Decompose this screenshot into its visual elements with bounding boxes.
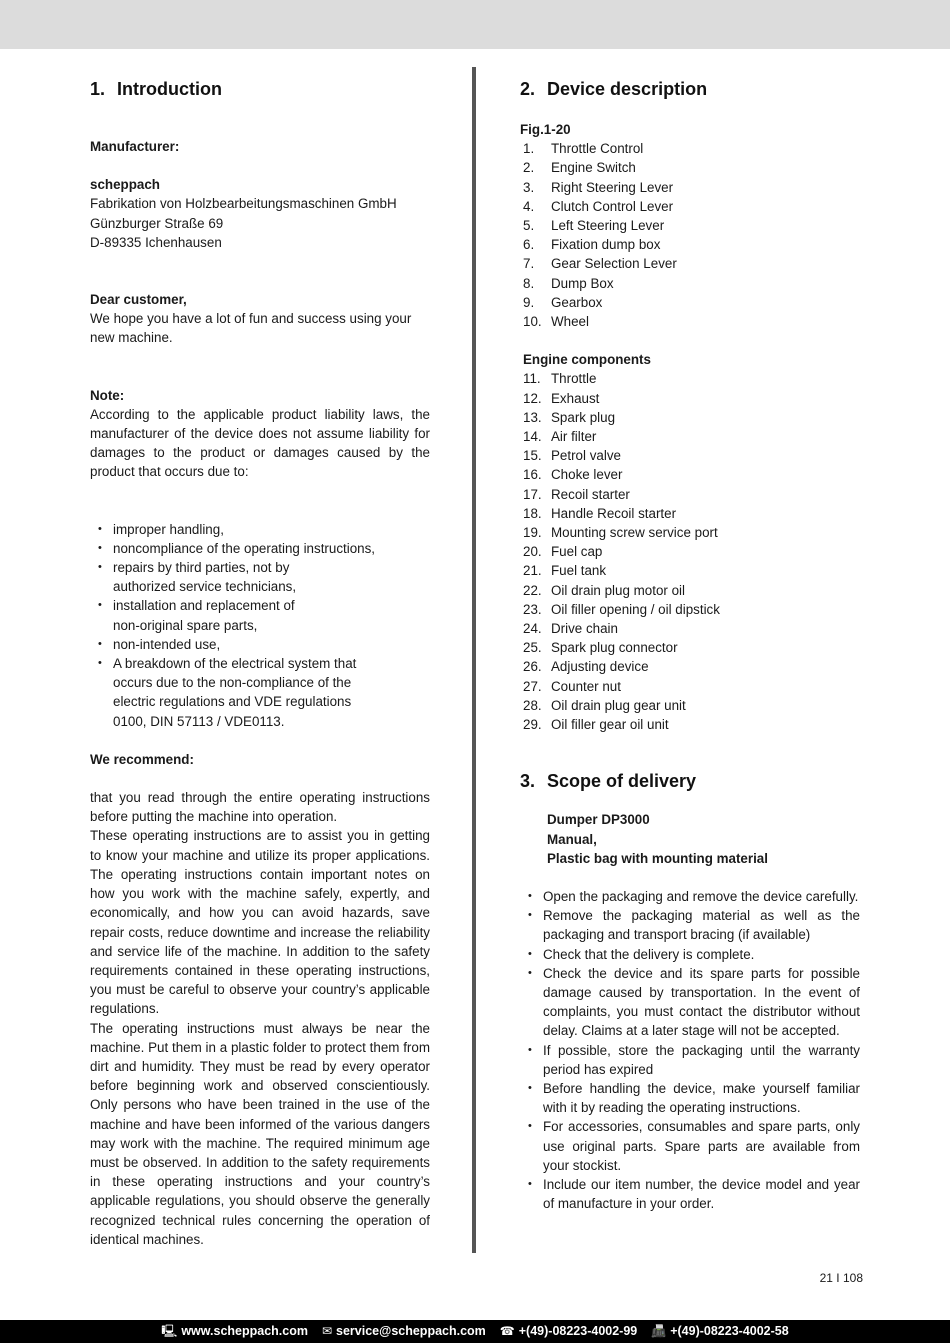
column-divider <box>472 67 476 1253</box>
list-item <box>520 696 860 715</box>
list-item: • Before handling the device, make yourself familiar with it by reading the operating instructions. <box>520 1079 860 1117</box>
item-number: 14. <box>523 429 542 445</box>
list-item <box>520 715 860 734</box>
item-number: 19. <box>523 525 542 541</box>
address-line: D-89335 Ichenhausen <box>90 234 222 250</box>
item-number: 6. <box>523 237 535 253</box>
item-label: Gearbox <box>551 294 603 310</box>
delivery-items <box>520 810 860 868</box>
item-label: Oil drain plug gear unit <box>551 697 686 713</box>
list-item: • installation and replacement of non-original spare parts, <box>90 596 430 634</box>
list-item: • improper handling, <box>90 520 430 539</box>
item-number: 27. <box>523 678 542 694</box>
item-number: 22. <box>523 582 542 598</box>
delivery-item: Manual, <box>547 831 597 847</box>
item-label: Gear Selection Lever <box>551 256 677 272</box>
item-label: Counter nut <box>551 678 621 694</box>
section-title: Introduction <box>117 79 222 99</box>
list-item <box>520 427 860 446</box>
item-number: 15. <box>523 448 542 464</box>
list-item <box>520 619 860 638</box>
list-item: • Check that the delivery is complete. <box>520 945 860 964</box>
item-label: Right Steering Lever <box>551 179 674 195</box>
list-item <box>520 274 860 293</box>
engine-components-label: Engine components <box>523 352 651 368</box>
item-label: Spark plug connector <box>551 640 678 656</box>
dear-customer-label: Dear customer, <box>90 292 187 308</box>
list-item <box>520 235 860 254</box>
list-item <box>520 293 860 312</box>
phone-number: +(49)-08223-4002-99 <box>518 1324 638 1338</box>
item-number: 13. <box>523 409 542 425</box>
list-item <box>520 485 860 504</box>
item-label: Engine Switch <box>551 160 636 176</box>
list-item <box>520 369 860 388</box>
item-label: Choke lever <box>551 467 623 483</box>
dear-customer-text: We hope you have a lot of fun and success using your new machine. <box>90 311 412 346</box>
list-item: • repairs by third parties, not by authorized service technicians, <box>90 558 430 596</box>
item-label: Wheel <box>551 314 589 330</box>
item-label: Mounting screw service port <box>551 525 718 541</box>
item-label: Fuel tank <box>551 563 607 579</box>
item-label: Adjusting device <box>551 659 649 675</box>
mail-icon: ✉ <box>321 1324 333 1338</box>
list-item <box>520 504 860 523</box>
list-item <box>520 197 860 216</box>
list-item <box>520 600 860 619</box>
item-number: 17. <box>523 486 542 502</box>
list-item <box>520 389 860 408</box>
list-item <box>520 254 860 273</box>
footer-fax <box>651 1320 788 1343</box>
parts-list <box>520 139 860 331</box>
list-item <box>520 581 860 600</box>
footer-email[interactable] <box>322 1320 486 1343</box>
item-number: 8. <box>523 275 535 291</box>
item-number: 23. <box>523 601 542 617</box>
item-number: 26. <box>523 659 542 675</box>
item-label: Fuel cap <box>551 544 603 560</box>
list-item <box>520 465 860 484</box>
introduction-column <box>90 78 430 1249</box>
computer-icon: 🖳 <box>161 1324 178 1338</box>
list-item <box>520 408 860 427</box>
fax-number: +(49)-08223-4002-58 <box>670 1324 789 1338</box>
list-item <box>520 638 860 657</box>
delivery-instructions-list <box>520 887 860 1213</box>
fax-icon: 📠 <box>651 1324 667 1338</box>
figure-label: Fig.1-20 <box>520 122 571 137</box>
list-item <box>520 561 860 580</box>
recommend-label: We recommend: <box>90 751 194 767</box>
item-label: Recoil starter <box>551 486 630 502</box>
email-link[interactable]: service@scheppach.com <box>336 1324 486 1338</box>
item-label: Air filter <box>551 429 597 445</box>
top-bar <box>0 0 950 49</box>
list-item: • non-intended use, <box>90 635 430 654</box>
list-item: • Open the packaging and remove the device carefully. <box>520 887 860 906</box>
item-label: Throttle Control <box>551 141 644 157</box>
item-label: Spark plug <box>551 409 616 425</box>
item-number: 1. <box>523 141 535 157</box>
list-item: • Remove the packaging material as well as the packaging and transport bracing (if available) <box>520 906 860 944</box>
engine-components-list <box>520 369 860 734</box>
item-number: 10. <box>523 314 542 330</box>
list-item <box>520 542 860 561</box>
item-number: 9. <box>523 294 535 310</box>
item-number: 4. <box>523 198 535 214</box>
list-item <box>520 312 860 331</box>
list-item: • A breakdown of the electrical system that occurs due to the non-compliance of the electric regulations and VDE regulations 0100, DIN 57113 / VDE0113. <box>90 654 430 731</box>
item-label: Oil filler opening / oil dipstick <box>551 601 720 617</box>
item-label: Oil drain plug motor oil <box>551 582 685 598</box>
company-name: scheppach <box>90 177 160 193</box>
item-number: 7. <box>523 256 535 272</box>
item-number: 3. <box>523 179 535 195</box>
item-number: 11. <box>523 371 541 387</box>
list-item <box>520 216 860 235</box>
section-number: 2. <box>520 79 536 99</box>
item-label: Drive chain <box>551 621 618 637</box>
address-line: Günzburger Straße 69 <box>90 215 224 231</box>
liability-list <box>90 520 430 731</box>
item-number: 20. <box>523 544 542 560</box>
item-number: 25. <box>523 640 542 656</box>
list-item: • If possible, store the packaging until the warranty period has expired <box>520 1041 860 1079</box>
footer-website[interactable] <box>161 1320 308 1343</box>
item-label: Throttle <box>551 371 597 387</box>
item-label: Left Steering Lever <box>551 218 665 234</box>
item-label: Clutch Control Lever <box>551 198 674 214</box>
item-label: Petrol valve <box>551 448 621 464</box>
delivery-item: Dumper DP3000 <box>547 812 650 828</box>
item-label: Exhaust <box>551 390 600 406</box>
note-text: According to the applicable product liability laws, the manufacturer of the device does not assume liability for damages to the product or damages caused by the product that occurs due to: <box>90 406 430 480</box>
manufacturer-label: Manufacturer: <box>90 139 180 154</box>
item-number: 18. <box>523 505 542 521</box>
list-item: • Check the device and its spare parts for possible damage caused by transportation. In the event of complaints, you must contact the distributor without delay. Claims at a later stage will not be accepted. <box>520 964 860 1041</box>
address-line: Fabrikation von Holzbearbeitungsmaschinen GmbH <box>90 196 397 212</box>
list-item <box>520 657 860 676</box>
item-number: 16. <box>523 467 542 483</box>
list-item: • noncompliance of the operating instructions, <box>90 539 430 558</box>
footer-phone <box>500 1320 637 1343</box>
recommend-text: that you read through the entire operating instructions before putting the machine into operation. These operating instructions are to assist you in getting to know your machine and utilize its proper applications. The operating instructions contain important notes on how you work with the machine safely, expertly, and economically, and how you can avoid hazards, save repair costs, reduce downtime and increase the reliability and service life of the machine. In addition to the safety requirements contained in these operating instructions, you must be careful to observe your country’s applicable regulations. The operating instructions must always be near the machine. Put them in a plastic folder to protect them from dirt and humidity. They must be read by every operator before beginning work and observed conscientiously. Only persons who have been trained in the use of the machine and have been informed of the various dangers may work with the machine. The required minimum age must be observed. In addition to the safety requirements in these operating instructions and your country’s applicable regulations, you should observe the generally recognized technical rules concerning the operation of identical machines. <box>90 790 430 1247</box>
item-label: Dump Box <box>551 275 614 291</box>
delivery-item: Plastic bag with mounting material <box>547 850 768 866</box>
list-item <box>520 178 860 197</box>
list-item <box>520 139 860 158</box>
list-item <box>520 158 860 177</box>
item-number: 12. <box>523 390 542 406</box>
introduction-heading <box>90 78 430 100</box>
section-number: 1. <box>90 79 106 99</box>
item-number: 28. <box>523 697 542 713</box>
page-number: 21 I 108 <box>819 1271 863 1285</box>
list-item <box>520 677 860 696</box>
footer-bar <box>0 1320 950 1343</box>
section-title: Scope of delivery <box>547 771 697 792</box>
list-item: • Include our item number, the device model and year of manufacture in your order. <box>520 1175 860 1213</box>
item-number: 29. <box>523 717 542 733</box>
section-number: 3. <box>520 771 536 792</box>
device-description-heading <box>520 78 860 100</box>
website-link[interactable]: www.scheppach.com <box>181 1324 308 1338</box>
item-number: 2. <box>523 160 535 176</box>
item-number: 24. <box>523 621 542 637</box>
scope-of-delivery-heading <box>520 770 860 792</box>
item-number: 21. <box>523 563 542 579</box>
item-label: Oil filler gear oil unit <box>551 717 669 733</box>
item-number: 5. <box>523 218 535 234</box>
item-label: Handle Recoil starter <box>551 505 677 521</box>
item-label: Fixation dump box <box>551 237 661 253</box>
device-column <box>520 78 860 1213</box>
list-item <box>520 523 860 542</box>
list-item <box>520 446 860 465</box>
list-item: • For accessories, consumables and spare parts, only use original parts. Spare parts are available from your stockist. <box>520 1117 860 1175</box>
note-label: Note: <box>90 387 125 403</box>
section-title: Device description <box>547 79 708 99</box>
phone-icon: ☎ <box>499 1324 515 1338</box>
